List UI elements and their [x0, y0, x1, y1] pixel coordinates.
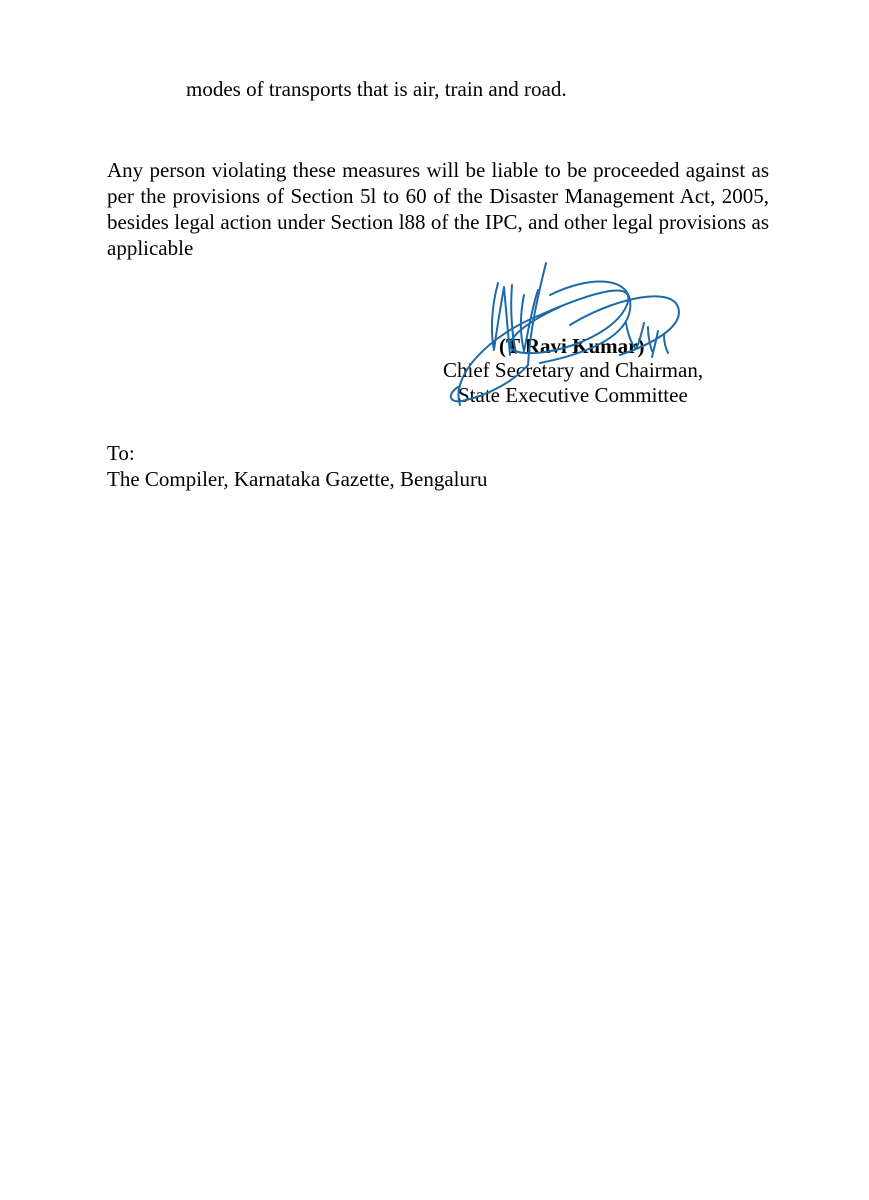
signatory-title-line-2: State Executive Committee [458, 383, 688, 407]
signatory-name: (T Ravi Kumar) [499, 334, 645, 358]
continuation-line: modes of transports that is air, train and road. [186, 77, 567, 101]
signatory-title-line-1: Chief Secretary and Chairman, [443, 358, 704, 382]
address-recipient: The Compiler, Karnataka Gazette, Bengaluru [107, 467, 488, 491]
address-block [107, 440, 488, 492]
address-label: To: [107, 441, 135, 465]
penalty-paragraph: Any person violating these measures will be liable to be proceeded against as per the provisions of Section 5l to 60 of the Disaster Management Act, 2005, besides legal action under Section l88 of the IPC, and other legal provisions as applicable [107, 158, 769, 260]
